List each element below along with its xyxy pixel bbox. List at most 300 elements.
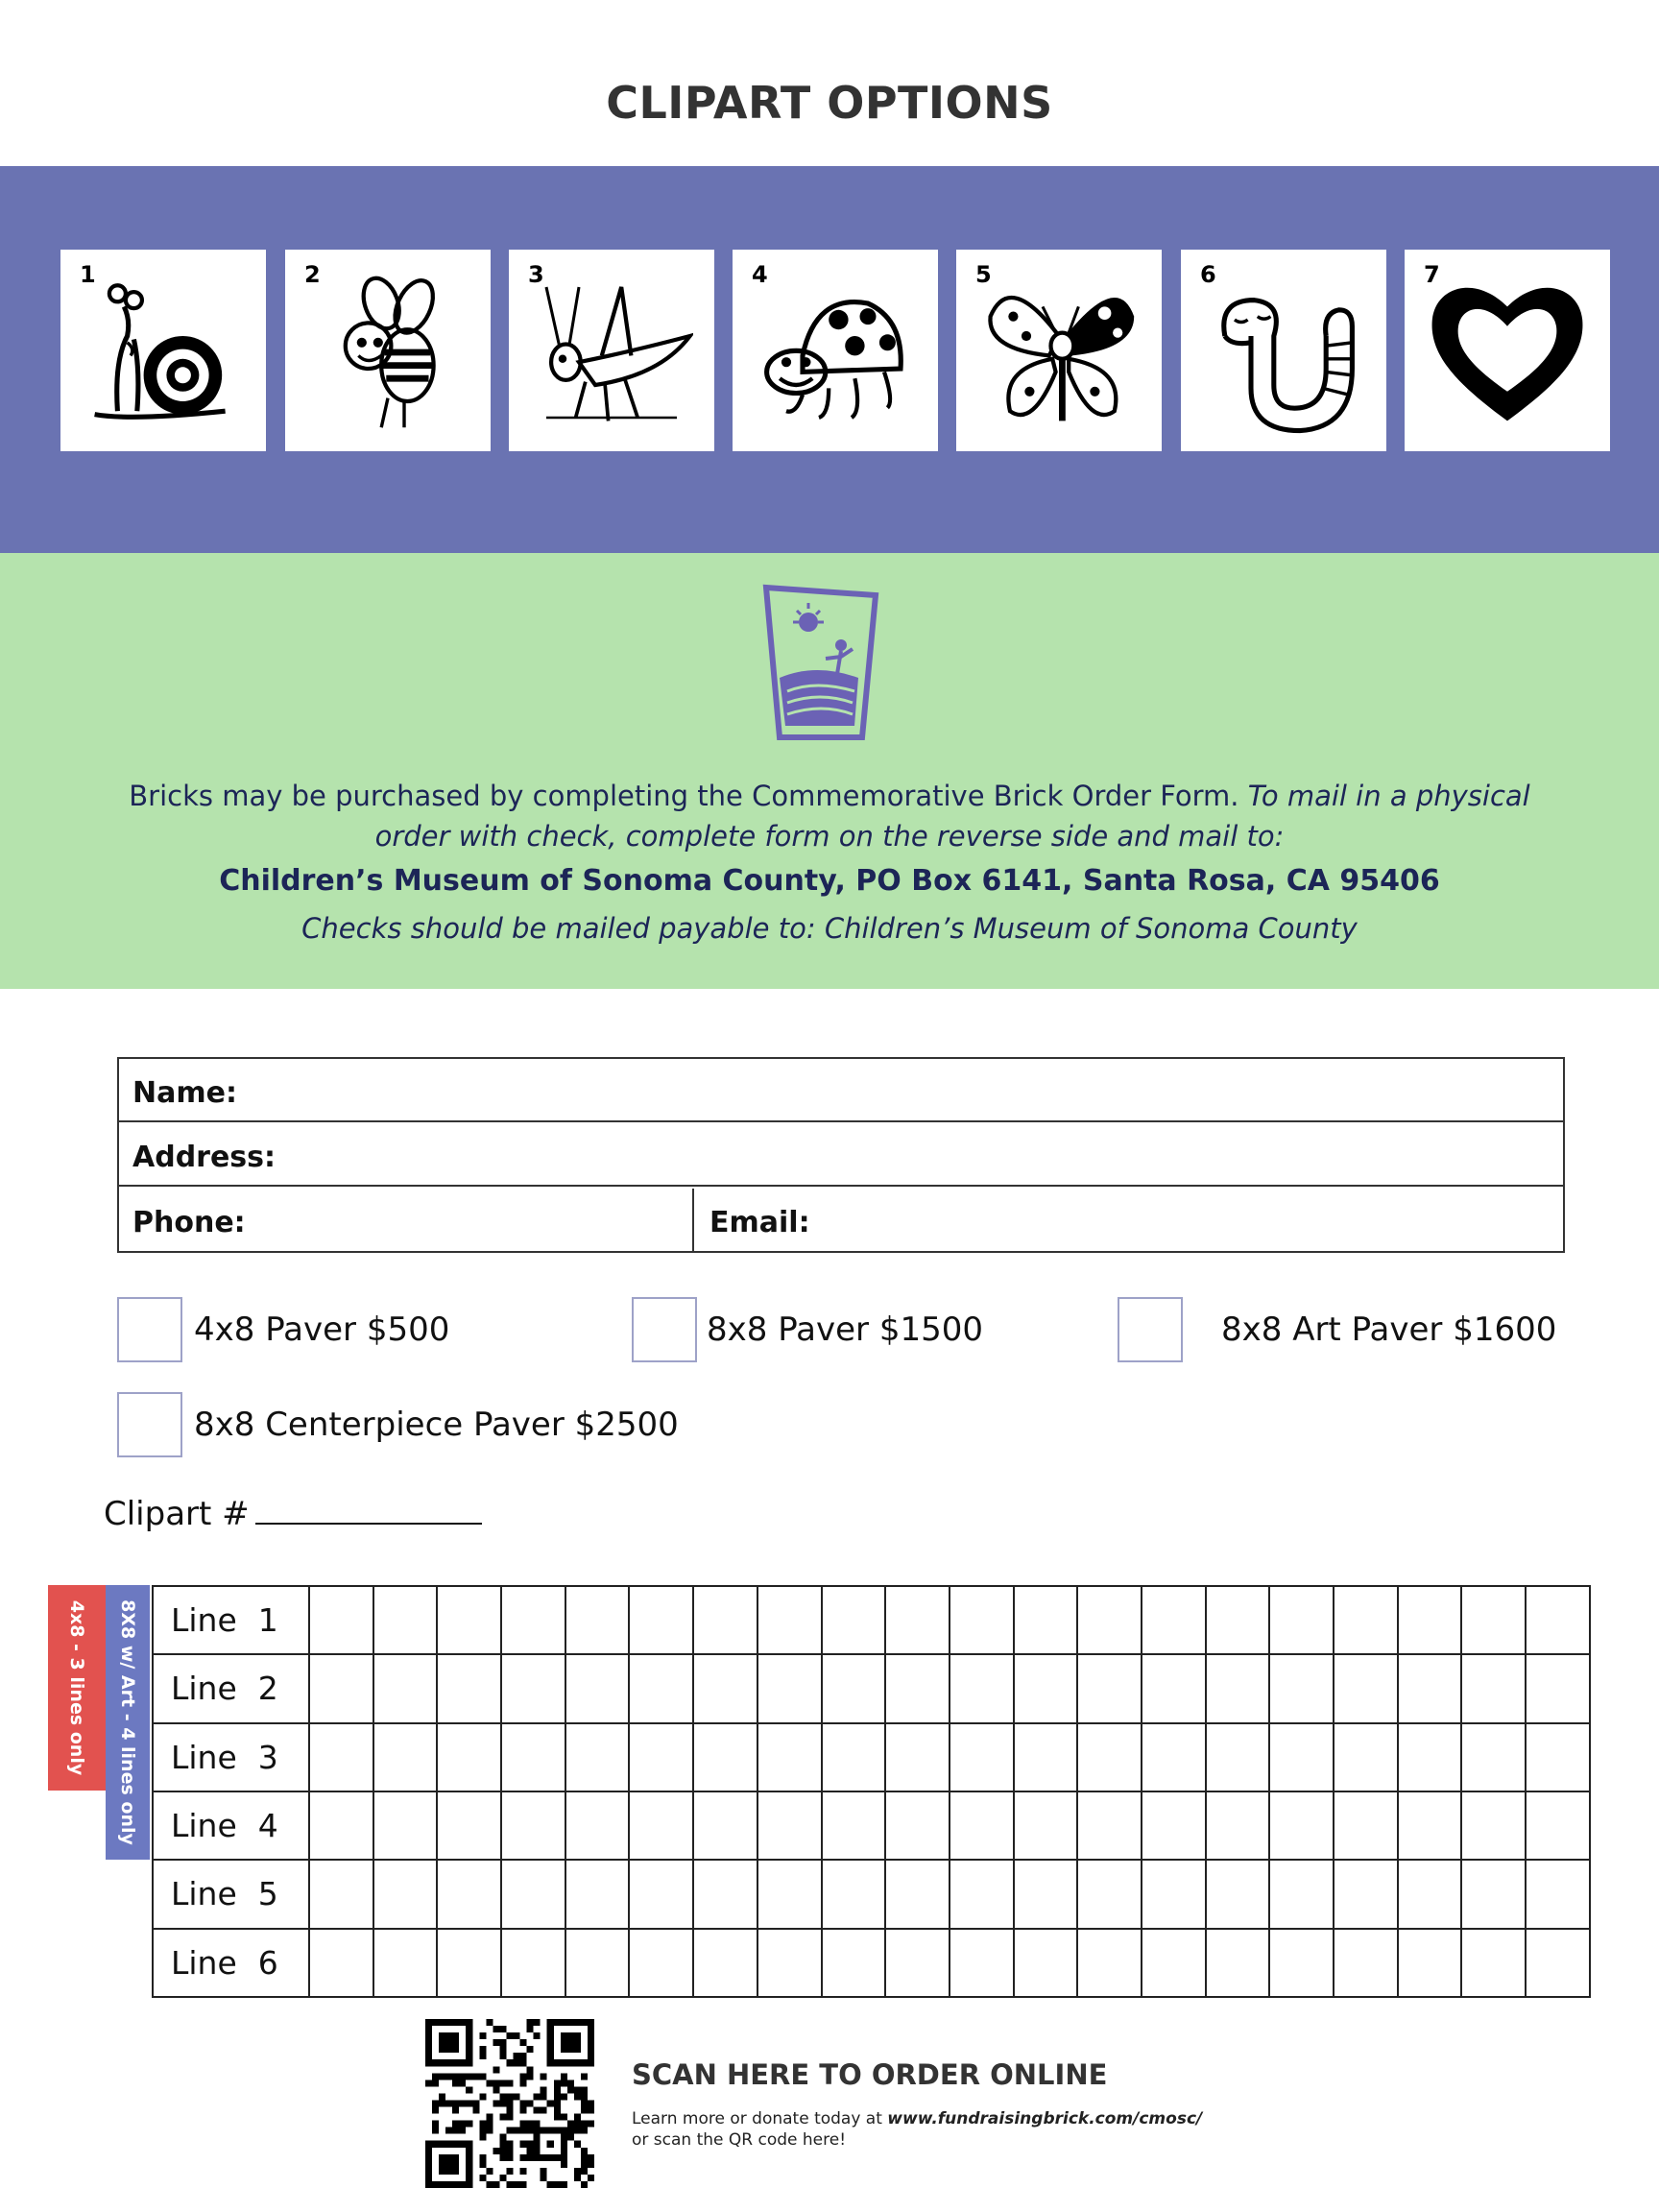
qr-module bbox=[514, 2059, 520, 2066]
character-cell[interactable] bbox=[822, 1586, 886, 1654]
qr-module bbox=[547, 2141, 554, 2148]
qr-module bbox=[499, 2175, 506, 2181]
character-cell[interactable] bbox=[437, 1929, 501, 1997]
clipart-number: 7 bbox=[1424, 261, 1440, 288]
character-cell[interactable] bbox=[1526, 1723, 1590, 1791]
character-cell[interactable] bbox=[565, 1929, 630, 1997]
character-cell[interactable] bbox=[629, 1586, 693, 1654]
character-cell[interactable] bbox=[885, 1723, 950, 1791]
character-cell[interactable] bbox=[437, 1654, 501, 1722]
qr-module bbox=[554, 2086, 561, 2093]
character-cell[interactable] bbox=[501, 1654, 565, 1722]
character-cell[interactable] bbox=[1014, 1586, 1078, 1654]
character-cell[interactable] bbox=[309, 1723, 373, 1791]
address-field[interactable] bbox=[119, 1123, 1563, 1187]
qr-module bbox=[499, 2053, 506, 2059]
character-cell[interactable] bbox=[629, 1723, 693, 1791]
character-cell[interactable] bbox=[1142, 1586, 1206, 1654]
qr-module bbox=[452, 2107, 459, 2114]
character-cell[interactable] bbox=[501, 1791, 565, 1860]
qr-module bbox=[499, 2134, 506, 2141]
character-cell[interactable] bbox=[629, 1929, 693, 1997]
qr-module bbox=[486, 2128, 493, 2134]
character-cell[interactable] bbox=[822, 1860, 886, 1928]
character-cell[interactable] bbox=[1269, 1654, 1334, 1722]
qr-module bbox=[520, 2154, 527, 2161]
line-number: 3 bbox=[257, 1738, 278, 1776]
qr-module bbox=[506, 2032, 513, 2039]
qr-module bbox=[541, 2086, 547, 2093]
character-cell[interactable] bbox=[1014, 1723, 1078, 1791]
option-8x8-art-paver bbox=[1118, 1297, 1559, 1364]
qr-module bbox=[527, 2148, 534, 2154]
inscription-line-row bbox=[153, 1723, 1590, 1791]
character-cell[interactable] bbox=[1398, 1723, 1462, 1791]
character-cell[interactable] bbox=[757, 1860, 822, 1928]
qr-module bbox=[452, 2073, 459, 2080]
qr-module bbox=[479, 2134, 486, 2141]
qr-module bbox=[581, 2168, 588, 2175]
qr-code-icon[interactable] bbox=[425, 2019, 594, 2188]
character-cell[interactable] bbox=[501, 1586, 565, 1654]
qr-module bbox=[479, 2032, 486, 2039]
phone-label: Phone: bbox=[132, 1206, 246, 1239]
qr-module bbox=[534, 2093, 541, 2100]
character-cell[interactable] bbox=[501, 1860, 565, 1928]
qr-module bbox=[534, 2121, 541, 2128]
qr-module bbox=[574, 2141, 581, 2148]
qr-module bbox=[432, 2128, 439, 2134]
character-cell[interactable] bbox=[1526, 1860, 1590, 1928]
character-cell[interactable] bbox=[373, 1860, 438, 1928]
intro-italic-2: order with check, complete form on the reverse side and mail to: bbox=[374, 820, 1285, 853]
qr-module bbox=[506, 2093, 513, 2100]
character-cell[interactable] bbox=[1077, 1791, 1142, 1860]
character-cell[interactable] bbox=[309, 1586, 373, 1654]
character-cell[interactable] bbox=[1142, 1791, 1206, 1860]
character-cell[interactable] bbox=[693, 1791, 757, 1860]
qr-module bbox=[514, 2093, 520, 2100]
character-cell[interactable] bbox=[373, 1791, 438, 1860]
line-label bbox=[153, 1586, 309, 1654]
snail-icon bbox=[82, 271, 245, 434]
clipart-option-3[interactable] bbox=[509, 250, 714, 451]
clipart-option-6[interactable] bbox=[1181, 250, 1386, 451]
qr-module bbox=[527, 2121, 534, 2128]
email-label: Email: bbox=[709, 1206, 810, 1239]
clipart-band bbox=[0, 166, 1659, 553]
character-cell[interactable] bbox=[373, 1929, 438, 1997]
character-cell[interactable] bbox=[1334, 1586, 1398, 1654]
option-label: 8x8 Art Paver $1600 bbox=[1221, 1310, 1557, 1349]
character-cell[interactable] bbox=[1014, 1929, 1078, 1997]
character-cell[interactable] bbox=[1461, 1791, 1526, 1860]
info-band bbox=[0, 553, 1659, 989]
character-cell[interactable] bbox=[1334, 1860, 1398, 1928]
address-label: Address: bbox=[132, 1141, 276, 1174]
character-cell[interactable] bbox=[757, 1723, 822, 1791]
character-cell[interactable] bbox=[1398, 1860, 1462, 1928]
butterfly-icon bbox=[977, 271, 1141, 434]
character-cell[interactable] bbox=[565, 1860, 630, 1928]
character-cell[interactable] bbox=[757, 1654, 822, 1722]
qr-module bbox=[520, 2128, 527, 2134]
qr-module bbox=[527, 2046, 534, 2053]
character-cell[interactable] bbox=[757, 1586, 822, 1654]
character-cell[interactable] bbox=[1269, 1723, 1334, 1791]
qr-module bbox=[499, 2046, 506, 2053]
character-cell[interactable] bbox=[1526, 1586, 1590, 1654]
qr-module bbox=[527, 2128, 534, 2134]
qr-module bbox=[520, 2121, 527, 2128]
character-cell[interactable] bbox=[950, 1586, 1014, 1654]
qr-module bbox=[499, 2080, 506, 2086]
character-cell[interactable] bbox=[1461, 1860, 1526, 1928]
character-cell[interactable] bbox=[757, 1791, 822, 1860]
tag-4x8-limit bbox=[48, 1585, 106, 1791]
qr-module bbox=[588, 2161, 594, 2168]
clipart-number: 6 bbox=[1200, 261, 1216, 288]
character-cell[interactable] bbox=[1142, 1929, 1206, 1997]
character-cell[interactable] bbox=[885, 1929, 950, 1997]
clipart-number: 2 bbox=[304, 261, 321, 288]
qr-module bbox=[432, 2100, 439, 2106]
character-cell[interactable] bbox=[501, 1723, 565, 1791]
qr-module bbox=[493, 2086, 499, 2093]
character-cell[interactable] bbox=[1206, 1723, 1270, 1791]
qr-module bbox=[554, 2114, 561, 2121]
character-cell[interactable] bbox=[1526, 1654, 1590, 1722]
option-checkbox[interactable] bbox=[632, 1297, 697, 1362]
qr-module bbox=[581, 2161, 588, 2168]
character-cell[interactable] bbox=[1206, 1654, 1270, 1722]
qr-module bbox=[588, 2154, 594, 2161]
line-word: Line bbox=[171, 1875, 237, 1913]
qr-module bbox=[547, 2181, 554, 2188]
qr-module bbox=[486, 2168, 493, 2175]
character-cell[interactable] bbox=[437, 1860, 501, 1928]
character-cell[interactable] bbox=[1269, 1929, 1334, 1997]
character-cell[interactable] bbox=[1206, 1860, 1270, 1928]
character-cell[interactable] bbox=[1398, 1654, 1462, 1722]
qr-module bbox=[506, 2181, 513, 2188]
qr-module bbox=[527, 2154, 534, 2161]
character-cell[interactable] bbox=[565, 1791, 630, 1860]
qr-module bbox=[514, 2181, 520, 2188]
character-cell[interactable] bbox=[1077, 1586, 1142, 1654]
line-word: Line bbox=[171, 1601, 237, 1640]
character-cell[interactable] bbox=[629, 1791, 693, 1860]
qr-module bbox=[432, 2073, 439, 2080]
qr-module bbox=[493, 2039, 499, 2046]
character-cell[interactable] bbox=[1526, 1929, 1590, 1997]
character-cell[interactable] bbox=[565, 1723, 630, 1791]
qr-module bbox=[520, 2168, 527, 2175]
character-cell[interactable] bbox=[885, 1860, 950, 1928]
qr-module bbox=[472, 2073, 479, 2080]
character-cell[interactable] bbox=[309, 1860, 373, 1928]
qr-module bbox=[581, 2086, 588, 2093]
qr-module bbox=[561, 2080, 567, 2086]
phone-field[interactable] bbox=[119, 1189, 692, 1252]
qr-module bbox=[459, 2073, 466, 2080]
character-cell[interactable] bbox=[1334, 1791, 1398, 1860]
name-field[interactable] bbox=[119, 1059, 1563, 1122]
character-cell[interactable] bbox=[950, 1723, 1014, 1791]
qr-module bbox=[514, 2128, 520, 2134]
qr-module bbox=[499, 2026, 506, 2032]
character-cell[interactable] bbox=[1014, 1654, 1078, 1722]
character-cell[interactable] bbox=[693, 1860, 757, 1928]
character-cell[interactable] bbox=[1206, 1586, 1270, 1654]
character-cell[interactable] bbox=[629, 1654, 693, 1722]
character-cell[interactable] bbox=[1014, 1860, 1078, 1928]
qr-module bbox=[479, 2073, 486, 2080]
clipart-number-input[interactable] bbox=[255, 1494, 482, 1525]
character-cell[interactable] bbox=[373, 1586, 438, 1654]
character-cell[interactable] bbox=[1461, 1723, 1526, 1791]
character-cell[interactable] bbox=[1077, 1929, 1142, 1997]
line-number: 6 bbox=[257, 1943, 278, 1982]
qr-module bbox=[554, 2093, 561, 2100]
qr-module bbox=[581, 2154, 588, 2161]
qr-module bbox=[561, 2181, 567, 2188]
qr-module bbox=[479, 2175, 486, 2181]
character-cell[interactable] bbox=[501, 1929, 565, 1997]
divider bbox=[692, 1189, 694, 1253]
character-cell[interactable] bbox=[1334, 1929, 1398, 1997]
clipart-option-2[interactable] bbox=[285, 250, 491, 451]
character-cell[interactable] bbox=[950, 1654, 1014, 1722]
option-checkbox[interactable] bbox=[117, 1392, 182, 1457]
character-cell[interactable] bbox=[1206, 1791, 1270, 1860]
inscription-table bbox=[152, 1585, 1591, 1998]
qr-module bbox=[567, 2086, 574, 2093]
qr-module bbox=[445, 2100, 452, 2106]
character-cell[interactable] bbox=[1398, 1791, 1462, 1860]
qr-module bbox=[479, 2053, 486, 2059]
qr-module bbox=[520, 2141, 527, 2148]
qr-module bbox=[466, 2100, 472, 2106]
character-cell[interactable] bbox=[373, 1654, 438, 1722]
character-cell[interactable] bbox=[822, 1723, 886, 1791]
qr-module bbox=[479, 2161, 486, 2168]
qr-module bbox=[499, 2039, 506, 2046]
character-cell[interactable] bbox=[822, 1929, 886, 1997]
qr-module bbox=[541, 2073, 547, 2080]
heart-icon bbox=[1426, 271, 1589, 434]
character-cell[interactable] bbox=[1077, 1860, 1142, 1928]
option-8x8-centerpiece-paver bbox=[117, 1392, 732, 1459]
qr-module bbox=[527, 2066, 534, 2073]
qr-module bbox=[561, 2093, 567, 2100]
qr-module bbox=[574, 2114, 581, 2121]
qr-module bbox=[527, 2026, 534, 2032]
qr-module bbox=[554, 2107, 561, 2114]
option-checkbox[interactable] bbox=[1118, 1297, 1183, 1362]
character-cell[interactable] bbox=[1526, 1791, 1590, 1860]
character-cell[interactable] bbox=[437, 1586, 501, 1654]
character-cell[interactable] bbox=[950, 1791, 1014, 1860]
qr-module bbox=[479, 2154, 486, 2161]
qr-module bbox=[574, 2086, 581, 2093]
clipart-option-7[interactable] bbox=[1405, 250, 1610, 451]
qr-module bbox=[439, 2100, 445, 2106]
clipart-option-4[interactable] bbox=[733, 250, 938, 451]
phone-email-row bbox=[119, 1189, 1563, 1252]
character-cell[interactable] bbox=[950, 1929, 1014, 1997]
character-cell[interactable] bbox=[1398, 1929, 1462, 1997]
qr-module bbox=[541, 2175, 547, 2181]
qr-module bbox=[520, 2080, 527, 2086]
character-cell[interactable] bbox=[1461, 1654, 1526, 1722]
qr-module bbox=[452, 2100, 459, 2106]
character-cell[interactable] bbox=[373, 1723, 438, 1791]
character-cell[interactable] bbox=[1077, 1723, 1142, 1791]
qr-module bbox=[493, 2026, 499, 2032]
qr-module bbox=[439, 2032, 459, 2053]
qr-module bbox=[466, 2121, 472, 2128]
qr-module bbox=[506, 2128, 513, 2134]
tag-8x8-art-limit bbox=[106, 1585, 150, 1860]
qr-module bbox=[486, 2080, 493, 2086]
qr-module bbox=[486, 2019, 493, 2026]
character-cell[interactable] bbox=[309, 1929, 373, 1997]
qr-module bbox=[499, 2100, 506, 2106]
qr-module bbox=[466, 2086, 472, 2093]
character-cell[interactable] bbox=[1142, 1860, 1206, 1928]
character-cell[interactable] bbox=[950, 1860, 1014, 1928]
purchase-instructions bbox=[0, 776, 1659, 856]
qr-module bbox=[527, 2100, 534, 2106]
inscription-line-row bbox=[153, 1929, 1590, 1997]
qr-module bbox=[574, 2128, 581, 2134]
qr-module bbox=[493, 2100, 499, 2106]
character-cell[interactable] bbox=[822, 1791, 886, 1860]
character-cell[interactable] bbox=[1142, 1723, 1206, 1791]
inscription-grid bbox=[152, 1585, 1591, 1998]
character-cell[interactable] bbox=[1269, 1791, 1334, 1860]
qr-module bbox=[499, 2093, 506, 2100]
character-cell[interactable] bbox=[437, 1791, 501, 1860]
scan-heading: SCAN HERE TO ORDER ONLINE bbox=[632, 2058, 1108, 2091]
qr-module bbox=[486, 2114, 493, 2121]
character-cell[interactable] bbox=[309, 1791, 373, 1860]
worm-icon bbox=[1202, 271, 1365, 434]
qr-module bbox=[439, 2154, 459, 2175]
qr-module bbox=[574, 2175, 581, 2181]
character-cell[interactable] bbox=[757, 1929, 822, 1997]
qr-module bbox=[499, 2114, 506, 2121]
qr-module bbox=[432, 2121, 439, 2128]
character-cell[interactable] bbox=[822, 1654, 886, 1722]
character-cell[interactable] bbox=[1334, 1654, 1398, 1722]
qr-module bbox=[527, 2141, 534, 2148]
qr-module bbox=[541, 2107, 547, 2114]
inscription-line-row bbox=[153, 1654, 1590, 1722]
inscription-line-row bbox=[153, 1791, 1590, 1860]
character-cell[interactable] bbox=[885, 1586, 950, 1654]
character-cell[interactable] bbox=[1398, 1586, 1462, 1654]
character-cell[interactable] bbox=[437, 1723, 501, 1791]
character-cell[interactable] bbox=[1334, 1723, 1398, 1791]
character-cell[interactable] bbox=[1142, 1654, 1206, 1722]
qr-module bbox=[588, 2121, 594, 2128]
learn-prefix: Learn more or donate today at bbox=[632, 2109, 882, 2128]
qr-module bbox=[486, 2121, 493, 2128]
line-number: 1 bbox=[257, 1601, 278, 1640]
qr-module bbox=[459, 2128, 466, 2134]
clipart-number: 1 bbox=[80, 261, 96, 288]
clipart-option-5[interactable] bbox=[956, 250, 1162, 451]
character-cell[interactable] bbox=[693, 1586, 757, 1654]
character-cell[interactable] bbox=[885, 1791, 950, 1860]
qr-module bbox=[493, 2148, 499, 2154]
option-label: 8x8 Centerpiece Paver $2500 bbox=[194, 1406, 679, 1444]
qr-module bbox=[520, 2100, 527, 2106]
option-checkbox[interactable] bbox=[117, 1297, 182, 1362]
character-cell[interactable] bbox=[885, 1654, 950, 1722]
qr-module bbox=[581, 2181, 588, 2188]
email-field[interactable] bbox=[694, 1189, 1563, 1252]
line-word: Line bbox=[171, 1670, 237, 1708]
qr-module bbox=[541, 2093, 547, 2100]
qr-module bbox=[506, 2154, 513, 2161]
website-link[interactable]: www.fundraisingbrick.com/cmosc/ bbox=[887, 2109, 1203, 2128]
qr-module bbox=[479, 2121, 486, 2128]
character-cell[interactable] bbox=[1014, 1791, 1078, 1860]
character-cell[interactable] bbox=[1269, 1586, 1334, 1654]
character-cell[interactable] bbox=[1461, 1929, 1526, 1997]
inscription-line-row bbox=[153, 1860, 1590, 1928]
qr-module bbox=[445, 2073, 452, 2080]
qr-module bbox=[541, 2168, 547, 2175]
line-word: Line bbox=[171, 1738, 237, 1776]
qr-module bbox=[506, 2141, 513, 2148]
qr-module bbox=[534, 2032, 541, 2039]
learn-suffix: or scan the QR code here! bbox=[632, 2130, 847, 2150]
tag-8x8-text: 8X8 w/ Art - 4 lines only bbox=[117, 1599, 138, 1845]
character-cell[interactable] bbox=[309, 1654, 373, 1722]
qr-module bbox=[534, 2019, 541, 2026]
qr-module bbox=[527, 2019, 534, 2026]
tag-4x8-text: 4x8 - 3 lines only bbox=[66, 1599, 87, 1776]
clipart-number-field bbox=[104, 1494, 482, 1533]
character-cell[interactable] bbox=[565, 1654, 630, 1722]
qr-module bbox=[581, 2121, 588, 2128]
character-cell[interactable] bbox=[1269, 1860, 1334, 1928]
clipart-number: 3 bbox=[528, 261, 544, 288]
qr-module bbox=[506, 2100, 513, 2106]
character-cell[interactable] bbox=[1077, 1654, 1142, 1722]
line-word: Line bbox=[171, 1943, 237, 1982]
option-8x8-paver bbox=[632, 1297, 1035, 1364]
character-cell[interactable] bbox=[1206, 1929, 1270, 1997]
qr-module bbox=[581, 2093, 588, 2100]
qr-module bbox=[479, 2046, 486, 2053]
character-cell[interactable] bbox=[693, 1929, 757, 1997]
qr-module bbox=[493, 2066, 499, 2073]
qr-module bbox=[567, 2080, 574, 2086]
character-cell[interactable] bbox=[693, 1723, 757, 1791]
character-cell[interactable] bbox=[1461, 1586, 1526, 1654]
clipart-option-1[interactable] bbox=[60, 250, 266, 451]
character-cell[interactable] bbox=[629, 1860, 693, 1928]
line-label bbox=[153, 1860, 309, 1928]
character-cell[interactable] bbox=[693, 1654, 757, 1722]
character-cell[interactable] bbox=[565, 1586, 630, 1654]
qr-module bbox=[574, 2168, 581, 2175]
